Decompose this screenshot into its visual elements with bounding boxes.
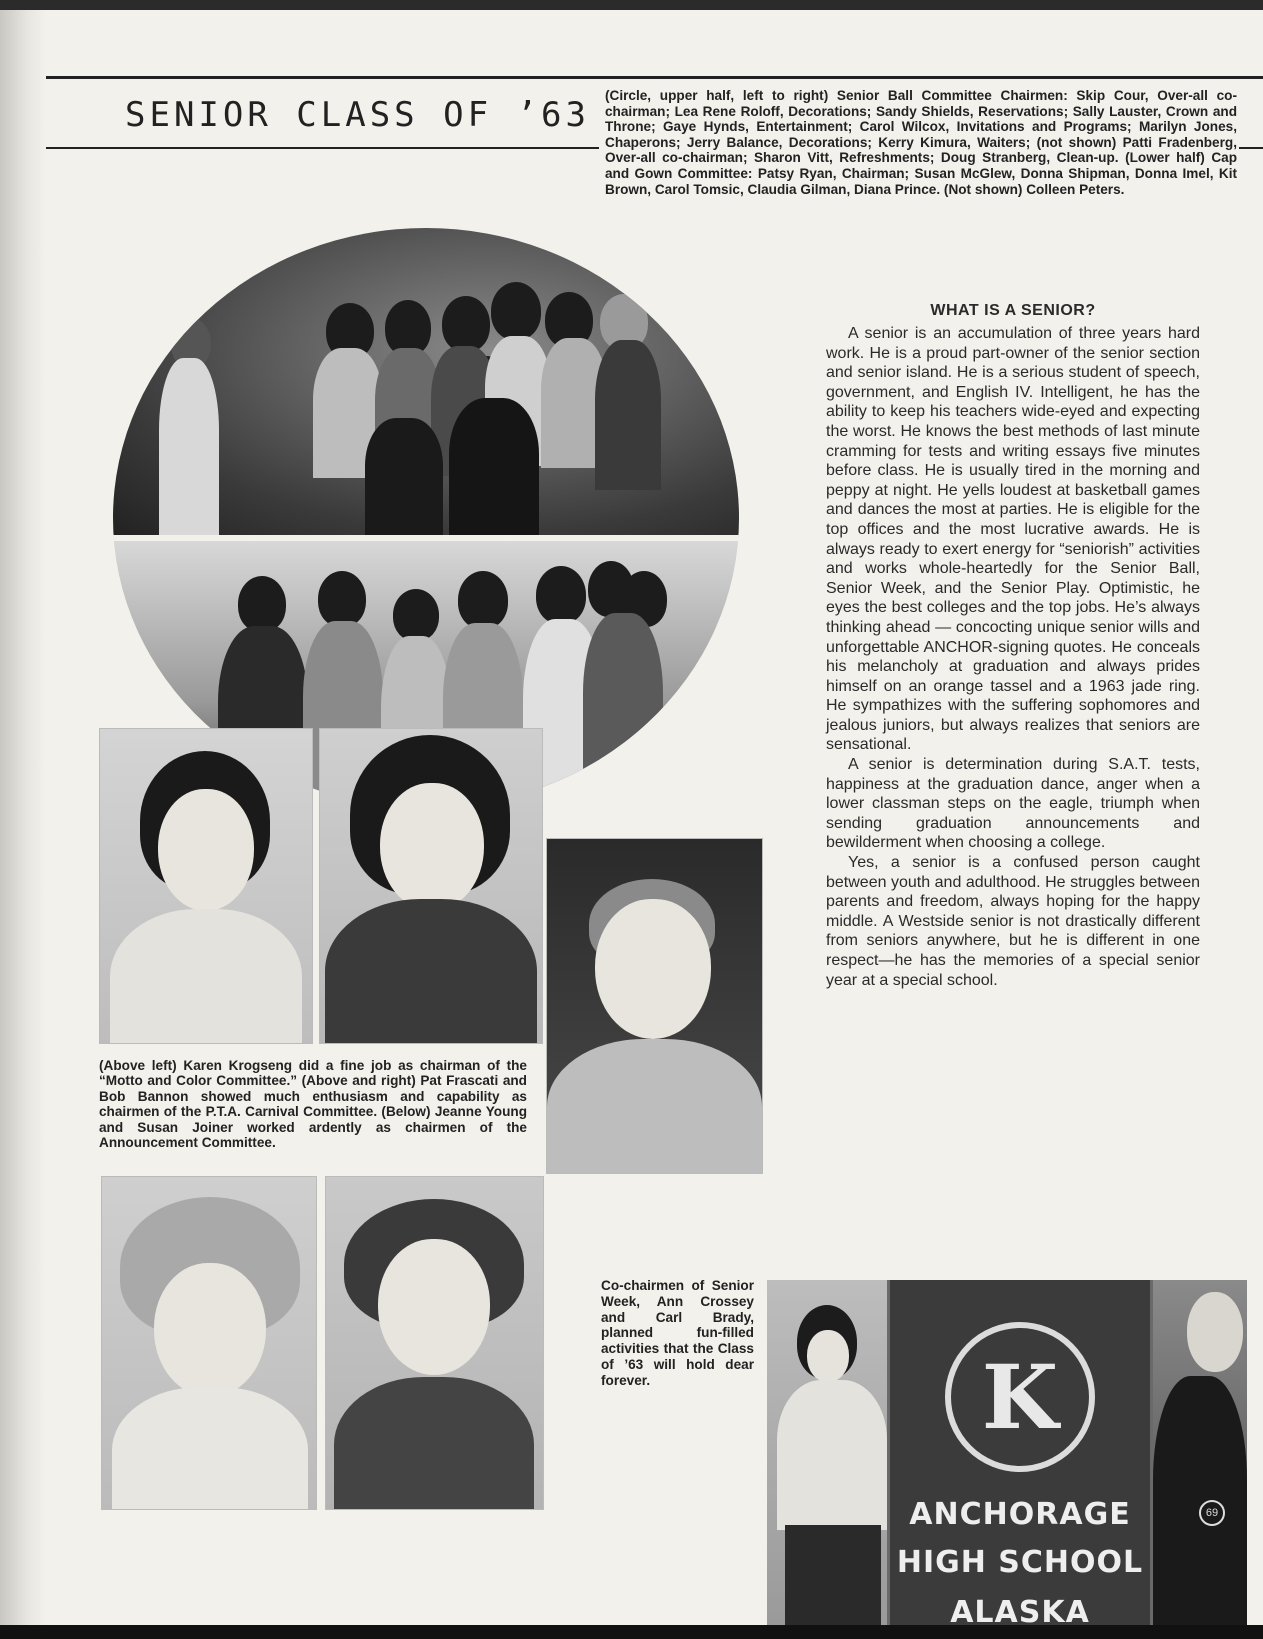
ann-crossey [767, 1280, 887, 1625]
banner-line-3: ALASKA [950, 1595, 1090, 1625]
portrait-jeanne-young [101, 1176, 317, 1510]
senior-week-caption: Co-chairmen of Senior Week, Ann Crossey and Carl Brady, planned fun-filled activities that the Class of ’63 will hold dear forever. [601, 1278, 754, 1388]
portrait-karen-krogseng [99, 728, 313, 1044]
article-paragraph-1: A senior is an accumulation of three years hard work. He is a proud part-owner of the senior section and senior island. He is a serious student of speech, government, and English IV. Intelligent, he has the ability to keep his teachers wide-eyed and expecting the worst. He knows the best methods of last minute cramming for tests and writing essays five minutes before class. He is usually tired in the morning and peppy at night. He yells loudest at basketball games and dances the most at parties. He is eligible for the top offices and the most lucrative awards. He is always ready to exert energy for “seniorish” activities and works whole-heartedly for the Senior Ball, Senior Week, and the Senior Play. Optimistic, he eyes the best colleges and the top jobs. He’s always thinking ahead — concocting unique senior wills and unforgettable ANCHOR-signing quotes. He conceals his melancholy at graduation and always prides himself on an orange tassel and a 1963 jade ring. He sympathizes with the suffering sophomores and jealous juniors, but always realizes that seniors are sensational. [826, 325, 1200, 754]
committee-caption: (Circle, upper half, left to right) Senior Ball Committee Chairmen: Skip Cour, Over-all co-chairman; Lea Rene Roloff, Decorations; Sandy Shields, Reservations; Sally Lauster, Crown and Throne; Gaye Hynds, Entertainment; Carol Wilcox, Invitations and Programs; Marilyn Jones, Chaperons; Jerry Balance, Decorations; Kerry Kimura, Waiters; (not shown) Patti Fradenberg, Over-all co-chairman; Sharon Vitt, Refreshments; Doug Stranberg, Clean-up. (Lower half) Cap and Gown Committee: Patsy Ryan, Chairman; Susan McGlew, Donna Shipman, Donna Imel, Kit Brown, Carol Tomsic, Claudia Gilman, Diana Prince. (Not shown) Colleen Peters. [605, 88, 1237, 197]
banner-line-1: ANCHORAGE [909, 1497, 1131, 1532]
carl-brady [1153, 1280, 1247, 1625]
page-gutter [0, 0, 46, 1639]
portrait-pat-frascati [319, 728, 543, 1044]
article-paragraph-3: Yes, a senior is a confused person caught between youth and adulthood. He struggles between parents and freedom, always hoping for the happy middle. A Westside senior is not drastically different from seniors anywhere, but he is different in one respect—he has the memories of a special senior year at a special school. [826, 854, 1200, 989]
page-number: 69 [1199, 1500, 1225, 1526]
key-club-banner-photo [767, 1280, 1247, 1625]
key-club-emblem-icon: K [945, 1322, 1095, 1472]
what-is-a-senior-article [826, 302, 1200, 990]
top-edge [0, 0, 1263, 10]
key-club-banner [887, 1280, 1153, 1625]
page-title: SENIOR CLASS OF ’63 [125, 95, 590, 135]
article-heading: WHAT IS A SENIOR? [930, 302, 1096, 319]
ball-committee-photo [113, 228, 739, 535]
header-rule-left [46, 147, 599, 149]
header-rule-right [1239, 147, 1263, 149]
header-rule-top [46, 76, 1263, 79]
committee-circle-photo [113, 228, 739, 808]
article-paragraph-2: A senior is determination during S.A.T. tests, happiness at the graduation dance, anger when a lower classman steps on the eagle, triumph when sending graduation announcements and bewilderment when choosing a college. [826, 756, 1200, 852]
bottom-edge [0, 1625, 1263, 1639]
portrait-caption: (Above left) Karen Krogseng did a fine job as chairman of the “Motto and Color Committee.” (Above and right) Pat Frascati and Bob Bannon showed much enthusiasm and capability as chairmen of the P.T.A. Carnival Committee. (Below) Jeanne Young and Susan Joiner worked ardently as chairmen of the Announcement Committee. [99, 1058, 527, 1151]
banner-line-2: HIGH SCHOOL [896, 1545, 1144, 1580]
portrait-susan-joiner [325, 1176, 544, 1510]
portrait-bob-bannon [546, 838, 763, 1174]
